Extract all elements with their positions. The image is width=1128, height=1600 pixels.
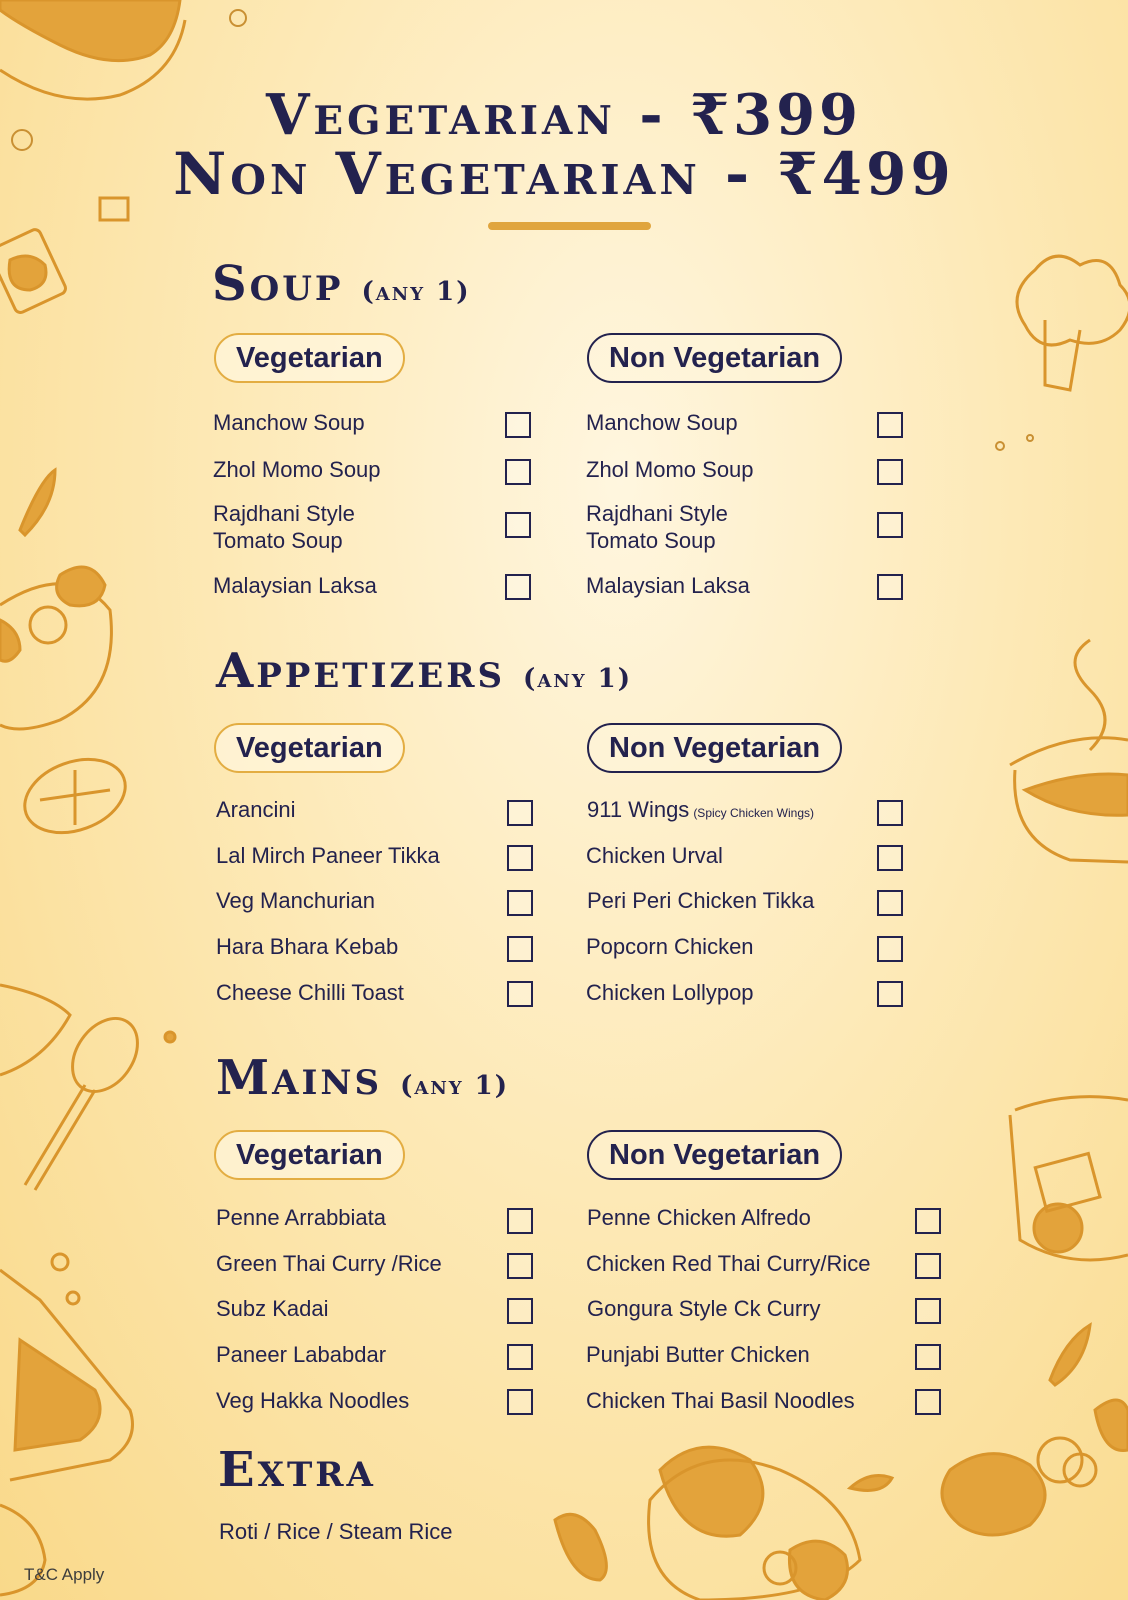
mains-nonveg-item: Penne Chicken Alfredo (587, 1205, 811, 1230)
appetizers-veg-item: Cheese Chilli Toast (216, 980, 404, 1005)
mains-nonveg-checkbox[interactable] (915, 1389, 941, 1415)
appetizers-veg-checkbox[interactable] (507, 800, 533, 826)
soup-nonveg-checkbox[interactable] (877, 574, 903, 600)
mains-veg-checkbox[interactable] (507, 1253, 533, 1279)
non-vegetarian-price-title: Non Vegetarian - ₹499 (173, 140, 955, 208)
mains-veg-item: Penne Arrabbiata (216, 1205, 387, 1230)
terms-note: T&C Apply (24, 1565, 105, 1584)
mains-nonveg-item: Chicken Red Thai Curry/Rice (586, 1251, 871, 1276)
title-underline (488, 222, 651, 230)
soup-veg-checkbox[interactable] (505, 512, 531, 538)
soup-nonveg-pill: Non Vegetarian (587, 333, 842, 383)
appetizers-nonveg-item: Chicken Lollypop (586, 980, 754, 1005)
soup-section-heading (212, 256, 471, 312)
appetizers-nonveg-item (587, 796, 887, 827)
soup-veg-pill: Vegetarian (214, 333, 405, 383)
appetizers-veg-item: Lal Mirch Paneer Tikka (216, 843, 440, 868)
soup-veg-item: Rajdhani Style Tomato Soup (213, 501, 355, 553)
soup-nonveg-item: Malaysian Laksa (586, 573, 750, 598)
mains-nonveg-item: Gongura Style Ck Curry (587, 1296, 821, 1321)
appetizers-title: Appetizers (216, 643, 506, 699)
appetizers-nonveg-item: Popcorn Chicken (586, 934, 754, 959)
mains-nonveg-checkbox[interactable] (915, 1253, 941, 1279)
soup-nonveg-checkbox[interactable] (877, 512, 903, 538)
appetizers-nonveg-checkbox[interactable] (877, 936, 903, 962)
soup-veg-checkbox[interactable] (505, 459, 531, 485)
appetizers-veg-checkbox[interactable] (507, 890, 533, 916)
appetizers-veg-item: Hara Bhara Kebab (216, 934, 399, 959)
soup-veg-item: Malaysian Laksa (213, 573, 377, 598)
mains-veg-checkbox[interactable] (507, 1344, 533, 1370)
extra-title: Extra (218, 1442, 376, 1498)
soup-nonveg-item: Rajdhani Style Tomato Soup (586, 501, 728, 553)
mains-veg-checkbox[interactable] (507, 1208, 533, 1234)
mains-nonveg-checkbox[interactable] (915, 1344, 941, 1370)
mains-nonveg-item: Chicken Thai Basil Noodles (586, 1388, 855, 1413)
appetizers-section-heading (216, 643, 632, 699)
mains-note: (any 1) (400, 1071, 510, 1101)
appetizers-veg-item: Arancini (216, 797, 296, 822)
soup-veg-item: Zhol Momo Soup (213, 457, 381, 482)
mains-nonveg-pill: Non Vegetarian (587, 1130, 842, 1180)
appetizers-nonveg-checkbox[interactable] (877, 890, 903, 916)
wings-label: 911 Wings (587, 797, 690, 822)
mains-nonveg-checkbox[interactable] (915, 1298, 941, 1324)
mains-nonveg-item: Punjabi Butter Chicken (586, 1342, 810, 1367)
mains-veg-checkbox[interactable] (507, 1298, 533, 1324)
appetizers-nonveg-checkbox[interactable] (877, 981, 903, 1007)
soup-veg-checkbox[interactable] (505, 574, 531, 600)
soup-nonveg-checkbox[interactable] (877, 412, 903, 438)
soup-nonveg-item: Zhol Momo Soup (586, 457, 754, 482)
appetizers-veg-pill: Vegetarian (214, 723, 405, 773)
mains-section-heading (216, 1050, 509, 1106)
soup-nonveg-checkbox[interactable] (877, 459, 903, 485)
soup-veg-checkbox[interactable] (505, 412, 531, 438)
mains-nonveg-checkbox[interactable] (915, 1208, 941, 1234)
appetizers-nonveg-pill: Non Vegetarian (587, 723, 842, 773)
extra-items: Roti / Rice / Steam Rice (219, 1519, 453, 1544)
appetizers-nonveg-checkbox[interactable] (877, 845, 903, 871)
mains-veg-checkbox[interactable] (507, 1389, 533, 1415)
extra-section-heading (218, 1442, 376, 1498)
mains-title: Mains (216, 1050, 383, 1106)
mains-veg-item: Paneer Lababdar (216, 1342, 387, 1367)
appetizers-veg-item: Veg Manchurian (216, 888, 375, 913)
mains-veg-pill: Vegetarian (214, 1130, 405, 1180)
vegetarian-price-title: Vegetarian - ₹399 (265, 82, 862, 148)
soup-note: (any 1) (361, 277, 471, 307)
mains-veg-item: Veg Hakka Noodles (216, 1388, 410, 1413)
wings-note: (Spicy Chicken Wings) (693, 806, 815, 820)
appetizers-note: (any 1) (523, 664, 633, 694)
appetizers-veg-checkbox[interactable] (507, 936, 533, 962)
soup-veg-item: Manchow Soup (213, 410, 365, 435)
appetizers-nonveg-item: Peri Peri Chicken Tikka (587, 888, 815, 913)
appetizers-veg-checkbox[interactable] (507, 845, 533, 871)
soup-nonveg-item: Manchow Soup (586, 410, 738, 435)
mains-veg-item: Green Thai Curry /Rice (216, 1251, 442, 1276)
mains-veg-item: Subz Kadai (216, 1296, 329, 1321)
appetizers-nonveg-checkbox[interactable] (877, 800, 903, 826)
appetizers-veg-checkbox[interactable] (507, 981, 533, 1007)
appetizers-nonveg-item: Chicken Urval (586, 843, 723, 868)
soup-title: Soup (212, 256, 344, 312)
